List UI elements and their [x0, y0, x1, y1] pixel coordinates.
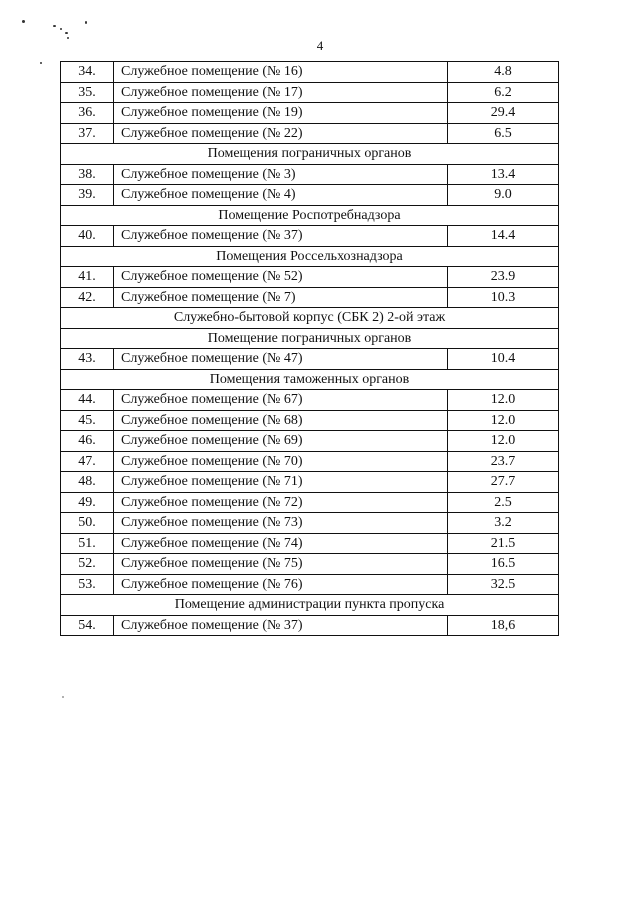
room-name: Служебное помещение (№ 19): [114, 103, 448, 124]
row-number: 51.: [61, 533, 114, 554]
table-row: [61, 267, 559, 288]
table-row: [61, 390, 559, 411]
section-title: Помещения таможенных органов: [61, 369, 559, 390]
room-name: Служебное помещение (№ 22): [114, 123, 448, 144]
room-area: 6.5: [448, 123, 559, 144]
room-name: Служебное помещение (№ 75): [114, 554, 448, 575]
row-number: 36.: [61, 103, 114, 124]
room-name: Служебное помещение (№ 37): [114, 226, 448, 247]
room-name: Служебное помещение (№ 71): [114, 472, 448, 493]
scan-speck: [62, 696, 64, 698]
room-name: Служебное помещение (№ 3): [114, 164, 448, 185]
room-area: 12.0: [448, 410, 559, 431]
table-row: [61, 123, 559, 144]
row-number: 43.: [61, 349, 114, 370]
section-header-row: [61, 595, 559, 616]
section-header-row: [61, 328, 559, 349]
room-name: Служебное помещение (№ 72): [114, 492, 448, 513]
section-title: Служебно-бытовой корпус (СБК 2) 2-ой этаж: [61, 308, 559, 329]
room-area: 13.4: [448, 164, 559, 185]
section-header-row: [61, 144, 559, 165]
table-row: [61, 472, 559, 493]
room-area: 2.5: [448, 492, 559, 513]
table-row: [61, 513, 559, 534]
row-number: 50.: [61, 513, 114, 534]
section-title: Помещения Россельхознадзора: [61, 246, 559, 267]
room-name: Служебное помещение (№ 68): [114, 410, 448, 431]
rooms-table: [60, 61, 559, 636]
page-number: 4: [316, 38, 324, 53]
table-row: [61, 554, 559, 575]
room-area: 16.5: [448, 554, 559, 575]
room-area: 32.5: [448, 574, 559, 595]
section-title: Помещение администрации пункта пропуска: [61, 595, 559, 616]
room-area: 10.4: [448, 349, 559, 370]
section-title: Помещения пограничных органов: [61, 144, 559, 165]
row-number: 53.: [61, 574, 114, 595]
table-row: [61, 431, 559, 452]
room-name: Служебное помещение (№ 52): [114, 267, 448, 288]
scan-speck: [65, 32, 68, 34]
section-header-row: [61, 308, 559, 329]
table-row: [61, 287, 559, 308]
scan-speck: [40, 62, 42, 64]
room-name: Служебное помещение (№ 4): [114, 185, 448, 206]
row-number: 44.: [61, 390, 114, 411]
room-area: 9.0: [448, 185, 559, 206]
row-number: 37.: [61, 123, 114, 144]
room-area: 23.9: [448, 267, 559, 288]
table-row: [61, 615, 559, 636]
row-number: 34.: [61, 62, 114, 83]
room-name: Служебное помещение (№ 17): [114, 82, 448, 103]
row-number: 45.: [61, 410, 114, 431]
section-header-row: [61, 205, 559, 226]
table-row: [61, 226, 559, 247]
room-name: Служебное помещение (№ 70): [114, 451, 448, 472]
scan-speck: [67, 37, 69, 39]
room-area: 18,6: [448, 615, 559, 636]
row-number: 42.: [61, 287, 114, 308]
room-name: Служебное помещение (№ 47): [114, 349, 448, 370]
room-area: 12.0: [448, 431, 559, 452]
table-row: [61, 82, 559, 103]
room-name: Служебное помещение (№ 7): [114, 287, 448, 308]
room-area: 12.0: [448, 390, 559, 411]
table-row: [61, 410, 559, 431]
room-area: 14.4: [448, 226, 559, 247]
table-row: [61, 103, 559, 124]
row-number: 47.: [61, 451, 114, 472]
row-number: 35.: [61, 82, 114, 103]
row-number: 52.: [61, 554, 114, 575]
table-row: [61, 185, 559, 206]
row-number: 41.: [61, 267, 114, 288]
row-number: 49.: [61, 492, 114, 513]
room-name: Служебное помещение (№ 76): [114, 574, 448, 595]
room-area: 4.8: [448, 62, 559, 83]
row-number: 48.: [61, 472, 114, 493]
room-name: Служебное помещение (№ 16): [114, 62, 448, 83]
row-number: 40.: [61, 226, 114, 247]
room-area: 23.7: [448, 451, 559, 472]
room-area: 6.2: [448, 82, 559, 103]
row-number: 38.: [61, 164, 114, 185]
table-row: [61, 451, 559, 472]
scan-speck: [60, 28, 62, 30]
section-title: Помещение Роспотребнадзора: [61, 205, 559, 226]
room-name: Служебное помещение (№ 69): [114, 431, 448, 452]
table-row: [61, 62, 559, 83]
scan-speck: [85, 21, 87, 24]
room-area: 29.4: [448, 103, 559, 124]
room-area: 21.5: [448, 533, 559, 554]
row-number: 54.: [61, 615, 114, 636]
table-row: [61, 533, 559, 554]
scan-speck: [22, 20, 25, 23]
table-row: [61, 349, 559, 370]
room-name: Служебное помещение (№ 67): [114, 390, 448, 411]
room-area: 10.3: [448, 287, 559, 308]
room-name: Служебное помещение (№ 74): [114, 533, 448, 554]
room-area: 27.7: [448, 472, 559, 493]
section-header-row: [61, 369, 559, 390]
room-area: 3.2: [448, 513, 559, 534]
section-title: Помещение пограничных органов: [61, 328, 559, 349]
table-row: [61, 164, 559, 185]
row-number: 39.: [61, 185, 114, 206]
room-name: Служебное помещение (№ 73): [114, 513, 448, 534]
section-header-row: [61, 246, 559, 267]
rooms-table-body: [61, 62, 559, 636]
room-name: Служебное помещение (№ 37): [114, 615, 448, 636]
row-number: 46.: [61, 431, 114, 452]
table-row: [61, 492, 559, 513]
table-row: [61, 574, 559, 595]
scan-speck: [53, 25, 56, 27]
